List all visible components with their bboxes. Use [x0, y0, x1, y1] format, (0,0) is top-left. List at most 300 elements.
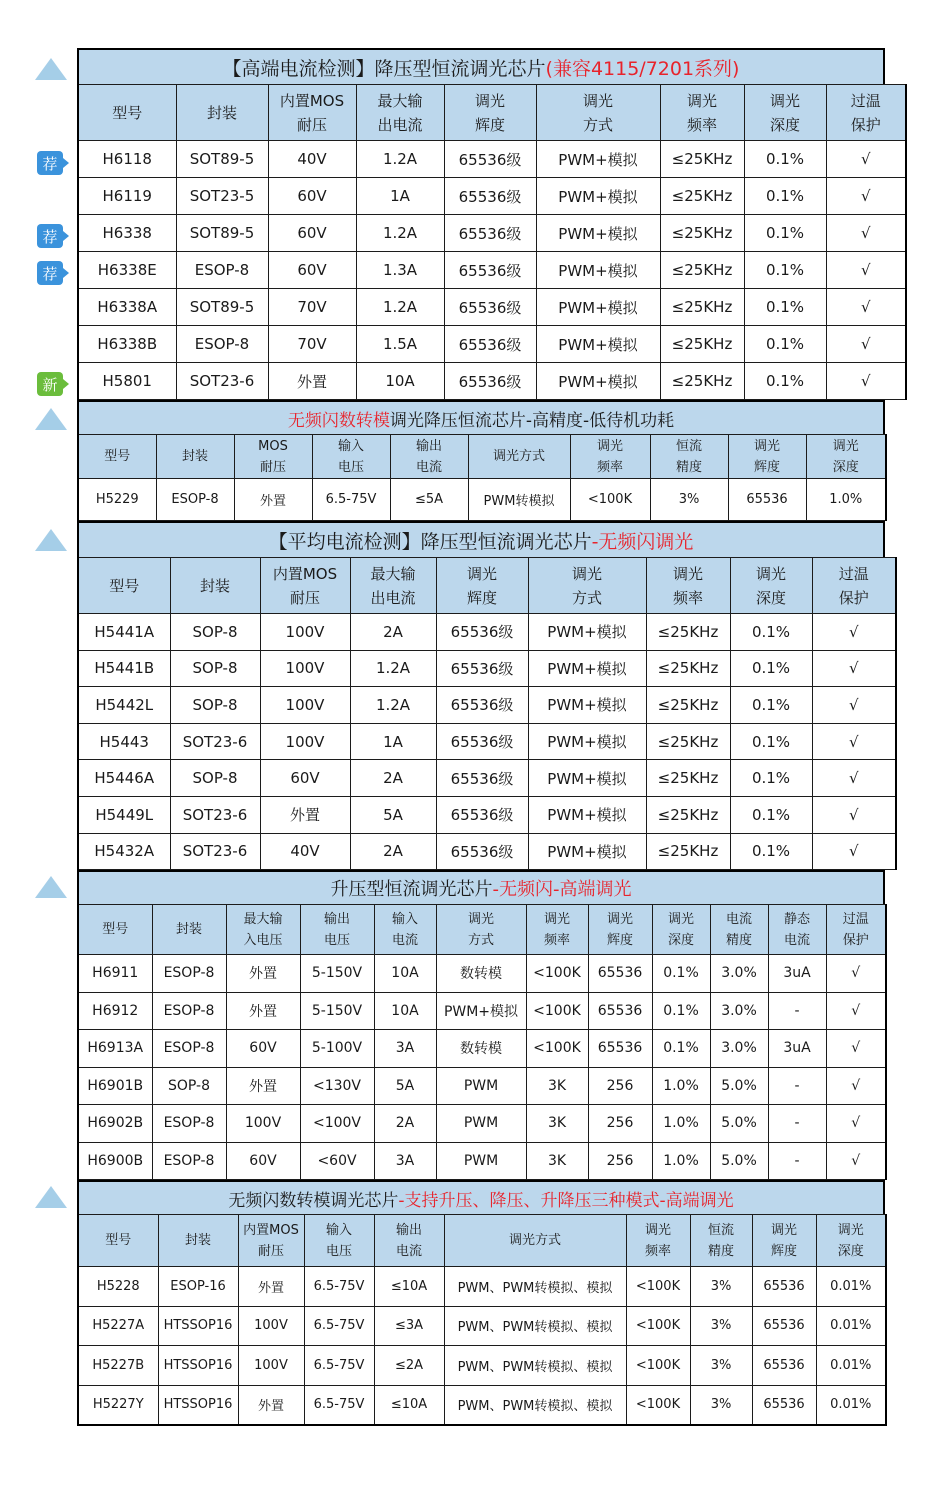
column-header: 最大输 出电流: [356, 85, 444, 141]
table-cell: 256: [588, 1142, 652, 1180]
column-header: 封装: [170, 558, 260, 614]
table-cell: <100K: [626, 1385, 690, 1425]
table-cell: 2A: [350, 833, 436, 870]
table-cell: 外置: [226, 1067, 300, 1105]
table-cell: 5-100V: [300, 1030, 374, 1068]
table-cell: √: [826, 289, 906, 326]
table-row: [78, 1346, 886, 1386]
table-cell: 外置: [226, 992, 300, 1030]
table-cell: √: [826, 1105, 886, 1143]
table-cell: 0.01%: [816, 1267, 886, 1307]
table-cell: SOP-8: [170, 687, 260, 724]
model-cell: H5227A: [78, 1306, 158, 1346]
table-row: [78, 723, 896, 760]
column-header: 型号: [78, 905, 152, 955]
table-header-row: [78, 1215, 886, 1267]
table-cell: 65536级: [444, 178, 536, 215]
table-cell: 0.1%: [652, 1030, 710, 1068]
triangle-marker-icon: [35, 876, 67, 898]
table-cell: ESOP-8: [156, 479, 234, 521]
table-cell: SOT23-5: [176, 178, 268, 215]
column-header: 型号: [78, 435, 156, 479]
section-average-current-buck: [77, 521, 885, 870]
table-cell: ≤25KHz: [646, 614, 730, 651]
table-cell: 6.5-75V: [312, 479, 390, 521]
table-row: [78, 178, 906, 215]
table-cell: ≤10A: [374, 1267, 444, 1307]
table-cell: √: [812, 833, 896, 870]
table-cell: 数转模: [436, 1030, 526, 1068]
table-cell: PWM、PWM转模拟、模拟: [444, 1267, 626, 1307]
spec-sheet: [42, 48, 885, 1426]
table-cell: ≤25KHz: [660, 363, 744, 400]
column-header: 调光 频率: [660, 85, 744, 141]
table-cell: 60V: [260, 760, 350, 797]
column-header: 封装: [152, 905, 226, 955]
table-cell: 0.1%: [730, 687, 812, 724]
table-cell: PWM: [436, 1067, 526, 1105]
table-cell: 0.01%: [816, 1385, 886, 1425]
table-cell: 0.1%: [744, 289, 826, 326]
table-cell: 100V: [238, 1346, 304, 1386]
table-cell: 60V: [226, 1030, 300, 1068]
model-cell: H6911: [78, 955, 152, 993]
table-cell: 3uA: [768, 1030, 826, 1068]
table-cell: 0.1%: [730, 760, 812, 797]
table-cell: 100V: [226, 1105, 300, 1143]
section-title: 无频闪数转模 调光降压恒流芯片-高精度-低待机功耗: [77, 400, 885, 434]
column-header: 型号: [78, 558, 170, 614]
table-cell: 256: [588, 1105, 652, 1143]
table-cell: ESOP-8: [152, 1142, 226, 1180]
table-cell: ESOP-8: [152, 955, 226, 993]
table-cell: 0.01%: [816, 1346, 886, 1386]
section-boost: [77, 870, 885, 1180]
table-cell: 0.1%: [730, 723, 812, 760]
table-cell: 40V: [268, 141, 356, 178]
table-cell: 65536: [752, 1306, 816, 1346]
table-cell: ≤25KHz: [646, 687, 730, 724]
section-title: 【高端电流检测】降压型恒流调光芯片 (兼容4115/7201系列): [77, 48, 885, 84]
table-cell: 0.1%: [652, 992, 710, 1030]
recommend-badge-icon: 荐: [37, 224, 63, 248]
triangle-marker-icon: [35, 408, 67, 430]
table-cell: PWM+模拟: [536, 326, 660, 363]
table-cell: 1.5A: [356, 326, 444, 363]
table-cell: 1.0%: [806, 479, 886, 521]
column-header: 调光 方式: [528, 558, 646, 614]
table-cell: <100K: [626, 1306, 690, 1346]
table-cell: 外置: [268, 363, 356, 400]
column-header: 恒流 精度: [650, 435, 728, 479]
spec-table: [77, 557, 897, 870]
table-cell: ≤25KHz: [646, 760, 730, 797]
table-cell: SOP-8: [170, 614, 260, 651]
table-cell: 1.3A: [356, 252, 444, 289]
table-row: [78, 1067, 886, 1105]
table-cell: PWM、PWM转模拟、模拟: [444, 1385, 626, 1425]
table-cell: 1.2A: [356, 215, 444, 252]
table-cell: ≤25KHz: [646, 723, 730, 760]
table-cell: PWM+模拟: [436, 992, 526, 1030]
table-cell: ESOP-8: [176, 326, 268, 363]
table-cell: 60V: [268, 178, 356, 215]
table-cell: PWM、PWM转模拟、模拟: [444, 1346, 626, 1386]
table-cell: 0.1%: [744, 178, 826, 215]
model-cell: H5801: [78, 363, 176, 400]
table-cell: √: [812, 614, 896, 651]
model-cell: H6902B: [78, 1105, 152, 1143]
column-header: 输入 电压: [304, 1215, 374, 1267]
table-cell: 外置: [234, 479, 312, 521]
table-cell: ESOP-8: [152, 992, 226, 1030]
table-cell: √: [826, 215, 906, 252]
table-cell: 65536: [588, 1030, 652, 1068]
table-cell: ≤2A: [374, 1346, 444, 1386]
table-cell: 3%: [690, 1346, 752, 1386]
table-row: [78, 650, 896, 687]
table-cell: 65536: [728, 479, 806, 521]
table-cell: ≤25KHz: [660, 215, 744, 252]
model-cell: H5441A: [78, 614, 170, 651]
table-cell: HTSSOP16: [158, 1385, 238, 1425]
table-row: [78, 1306, 886, 1346]
table-cell: 5.0%: [710, 1067, 768, 1105]
model-cell: H6118: [78, 141, 176, 178]
table-cell: 65536级: [436, 650, 528, 687]
column-header: 过温 保护: [826, 905, 886, 955]
column-header: 调光 频率: [526, 905, 588, 955]
table-cell: √: [812, 796, 896, 833]
table-cell: 5.0%: [710, 1105, 768, 1143]
column-header: 内置MOS 耐压: [260, 558, 350, 614]
table-cell: 70V: [268, 326, 356, 363]
table-cell: 0.1%: [744, 326, 826, 363]
table-cell: 1A: [350, 723, 436, 760]
table-cell: <60V: [300, 1142, 374, 1180]
section-title: 升压型恒流调光芯片 -无频闪-高端调光: [77, 870, 885, 904]
table-cell: 65536: [752, 1346, 816, 1386]
model-cell: H6901B: [78, 1067, 152, 1105]
table-cell: PWM+模拟: [536, 141, 660, 178]
table-cell: 5-150V: [300, 955, 374, 993]
column-header: 调光 辉度: [588, 905, 652, 955]
table-cell: 65536级: [444, 141, 536, 178]
table-row: [78, 141, 906, 178]
column-header: 型号: [78, 1215, 158, 1267]
column-header: 输入 电流: [374, 905, 436, 955]
column-header: 调光 深度: [806, 435, 886, 479]
table-cell: 3K: [526, 1067, 588, 1105]
table-cell: 2A: [350, 760, 436, 797]
table-cell: 6.5-75V: [304, 1346, 374, 1386]
table-row: [78, 687, 896, 724]
table-cell: ≤25KHz: [646, 833, 730, 870]
column-header: 型号: [78, 85, 176, 141]
table-cell: ESOP-8: [152, 1030, 226, 1068]
column-header: 过温 保护: [812, 558, 896, 614]
table-cell: 0.1%: [730, 614, 812, 651]
table-cell: PWM、PWM转模拟、模拟: [444, 1306, 626, 1346]
spec-table: [77, 904, 887, 1180]
table-cell: 3A: [374, 1142, 436, 1180]
column-header: 调光 方式: [536, 85, 660, 141]
table-row: [78, 326, 906, 363]
table-cell: 65536级: [436, 614, 528, 651]
column-header: 封装: [158, 1215, 238, 1267]
table-cell: 0.1%: [744, 141, 826, 178]
table-cell: PWM+模拟: [528, 796, 646, 833]
table-cell: ≤25KHz: [646, 650, 730, 687]
table-cell: ≤10A: [374, 1385, 444, 1425]
column-header: 调光 辉度: [444, 85, 536, 141]
table-cell: <100K: [526, 992, 588, 1030]
model-cell: H5443: [78, 723, 170, 760]
table-cell: 65536级: [436, 723, 528, 760]
table-row: [78, 955, 886, 993]
model-cell: H6900B: [78, 1142, 152, 1180]
table-cell: 65536级: [436, 833, 528, 870]
table-cell: √: [812, 760, 896, 797]
table-cell: 6.5-75V: [304, 1385, 374, 1425]
table-header-row: [78, 905, 886, 955]
spec-table: [77, 434, 887, 521]
table-cell: 3.0%: [710, 955, 768, 993]
triangle-marker-icon: [35, 58, 67, 80]
table-cell: PWM+模拟: [528, 687, 646, 724]
table-cell: PWM+模拟: [536, 215, 660, 252]
table-cell: 外置: [238, 1385, 304, 1425]
table-cell: √: [826, 178, 906, 215]
table-cell: 3%: [690, 1267, 752, 1307]
table-cell: PWM+模拟: [528, 614, 646, 651]
table-cell: 6.5-75V: [304, 1306, 374, 1346]
table-cell: 65536级: [444, 326, 536, 363]
table-cell: 2A: [374, 1105, 436, 1143]
table-cell: 0.1%: [730, 650, 812, 687]
table-cell: ≤5A: [390, 479, 468, 521]
table-cell: PWM+模拟: [528, 833, 646, 870]
table-cell: √: [812, 650, 896, 687]
table-cell: 60V: [226, 1142, 300, 1180]
column-header: 调光 辉度: [436, 558, 528, 614]
table-cell: 3.0%: [710, 1030, 768, 1068]
table-cell: √: [826, 992, 886, 1030]
column-header: 调光 频率: [570, 435, 650, 479]
table-cell: 1.0%: [652, 1105, 710, 1143]
table-row: [78, 289, 906, 326]
table-cell: PWM+模拟: [536, 252, 660, 289]
table-cell: 100V: [260, 723, 350, 760]
table-row: [78, 1142, 886, 1180]
table-cell: ≤25KHz: [660, 326, 744, 363]
column-header: 内置MOS 耐压: [238, 1215, 304, 1267]
column-header: 调光方式: [444, 1215, 626, 1267]
section-title: 无频闪数转模调光芯片 -支持升压、降压、升降压三种模式-高端调光: [77, 1180, 885, 1214]
table-cell: 10A: [374, 955, 436, 993]
column-header: 输出 电压: [300, 905, 374, 955]
table-cell: 1.0%: [652, 1142, 710, 1180]
table-cell: 2A: [350, 614, 436, 651]
table-cell: 5.0%: [710, 1142, 768, 1180]
table-cell: 3K: [526, 1105, 588, 1143]
table-cell: 10A: [356, 363, 444, 400]
column-header: 调光 深度: [744, 85, 826, 141]
table-cell: SOT23-6: [170, 833, 260, 870]
table-cell: 0.1%: [730, 833, 812, 870]
table-cell: 65536: [752, 1267, 816, 1307]
column-header: 调光 辉度: [728, 435, 806, 479]
table-cell: SOP-8: [152, 1067, 226, 1105]
column-header: 调光 频率: [646, 558, 730, 614]
model-cell: H5449L: [78, 796, 170, 833]
table-cell: -: [768, 1067, 826, 1105]
table-cell: 1.2A: [350, 650, 436, 687]
column-header: 封装: [156, 435, 234, 479]
table-cell: 3%: [690, 1306, 752, 1346]
table-row: [78, 1030, 886, 1068]
column-header: 调光 深度: [816, 1215, 886, 1267]
column-header: 调光 方式: [436, 905, 526, 955]
table-cell: <130V: [300, 1067, 374, 1105]
model-cell: H6119: [78, 178, 176, 215]
table-cell: ESOP-8: [152, 1105, 226, 1143]
table-cell: √: [826, 955, 886, 993]
table-cell: 65536: [588, 992, 652, 1030]
table-cell: 0.1%: [744, 215, 826, 252]
table-cell: ≤3A: [374, 1306, 444, 1346]
table-cell: 100V: [260, 614, 350, 651]
table-cell: 65536级: [444, 215, 536, 252]
table-cell: 0.1%: [730, 796, 812, 833]
table-cell: 65536级: [444, 289, 536, 326]
section-flicker-free-buck: [77, 400, 885, 521]
table-cell: 70V: [268, 289, 356, 326]
table-cell: ≤25KHz: [660, 289, 744, 326]
column-header: 静态 电流: [768, 905, 826, 955]
table-cell: 60V: [268, 252, 356, 289]
table-cell: 6.5-75V: [304, 1267, 374, 1307]
table-cell: 1A: [356, 178, 444, 215]
table-cell: 100V: [260, 650, 350, 687]
table-cell: 3.0%: [710, 992, 768, 1030]
table-cell: 3uA: [768, 955, 826, 993]
table-row: [78, 363, 906, 400]
table-cell: PWM+模拟: [536, 178, 660, 215]
table-row: [78, 992, 886, 1030]
new-badge-icon: 新: [37, 372, 63, 396]
table-cell: 65536级: [436, 760, 528, 797]
column-header: 调光 深度: [652, 905, 710, 955]
table-cell: 256: [588, 1067, 652, 1105]
triangle-marker-icon: [35, 529, 67, 551]
model-cell: H5228: [78, 1267, 158, 1307]
table-cell: √: [826, 141, 906, 178]
column-header: 恒流 精度: [690, 1215, 752, 1267]
table-cell: SOP-8: [170, 760, 260, 797]
table-cell: ESOP-8: [176, 252, 268, 289]
table-cell: 5A: [350, 796, 436, 833]
table-cell: SOT89-5: [176, 289, 268, 326]
table-cell: HTSSOP16: [158, 1306, 238, 1346]
table-cell: PWM+模拟: [536, 363, 660, 400]
table-row: [78, 252, 906, 289]
table-cell: 0.1%: [744, 252, 826, 289]
table-cell: <100K: [526, 1030, 588, 1068]
table-cell: ESOP-16: [158, 1267, 238, 1307]
table-cell: <100K: [526, 955, 588, 993]
model-cell: H6913A: [78, 1030, 152, 1068]
table-cell: 0.1%: [744, 363, 826, 400]
table-row: [78, 796, 896, 833]
table-cell: PWM+模拟: [536, 289, 660, 326]
table-cell: ≤25KHz: [660, 252, 744, 289]
table-cell: √: [812, 723, 896, 760]
table-cell: 数转模: [436, 955, 526, 993]
column-header: 调光 频率: [626, 1215, 690, 1267]
model-cell: H6338: [78, 215, 176, 252]
table-cell: 3%: [690, 1385, 752, 1425]
table-cell: PWM+模拟: [528, 650, 646, 687]
table-cell: √: [826, 252, 906, 289]
table-cell: 外置: [260, 796, 350, 833]
table-cell: 外置: [226, 955, 300, 993]
table-cell: PWM+模拟: [528, 760, 646, 797]
table-row: [78, 479, 886, 521]
table-cell: 100V: [260, 687, 350, 724]
table-cell: √: [826, 1142, 886, 1180]
table-cell: HTSSOP16: [158, 1346, 238, 1386]
column-header: 电流 精度: [710, 905, 768, 955]
table-row: [78, 760, 896, 797]
table-cell: 65536级: [444, 363, 536, 400]
table-cell: 60V: [268, 215, 356, 252]
column-header: 过温 保护: [826, 85, 906, 141]
spec-table: [77, 1214, 887, 1426]
table-header-row: [78, 558, 896, 614]
table-cell: 1.2A: [356, 141, 444, 178]
table-cell: √: [826, 1067, 886, 1105]
model-cell: H6338A: [78, 289, 176, 326]
table-cell: ≤25KHz: [660, 141, 744, 178]
table-cell: 1.2A: [356, 289, 444, 326]
table-row: [78, 614, 896, 651]
column-header: 封装: [176, 85, 268, 141]
column-header: 调光方式: [468, 435, 570, 479]
table-row: [78, 1267, 886, 1307]
model-cell: H5446A: [78, 760, 170, 797]
table-cell: 外置: [238, 1267, 304, 1307]
column-header: MOS 耐压: [234, 435, 312, 479]
table-cell: PWM转模拟: [468, 479, 570, 521]
model-cell: H5432A: [78, 833, 170, 870]
model-cell: H5229: [78, 479, 156, 521]
table-cell: √: [826, 326, 906, 363]
table-cell: √: [812, 687, 896, 724]
table-row: [78, 1105, 886, 1143]
table-header-row: [78, 85, 906, 141]
table-cell: PWM+模拟: [528, 723, 646, 760]
table-row: [78, 833, 896, 870]
table-cell: 5-150V: [300, 992, 374, 1030]
table-cell: 65536: [588, 955, 652, 993]
table-cell: SOT89-5: [176, 215, 268, 252]
table-cell: ≤25KHz: [660, 178, 744, 215]
column-header: 调光 深度: [730, 558, 812, 614]
column-header: 调光 辉度: [752, 1215, 816, 1267]
model-cell: H5227Y: [78, 1385, 158, 1425]
table-cell: <100K: [570, 479, 650, 521]
